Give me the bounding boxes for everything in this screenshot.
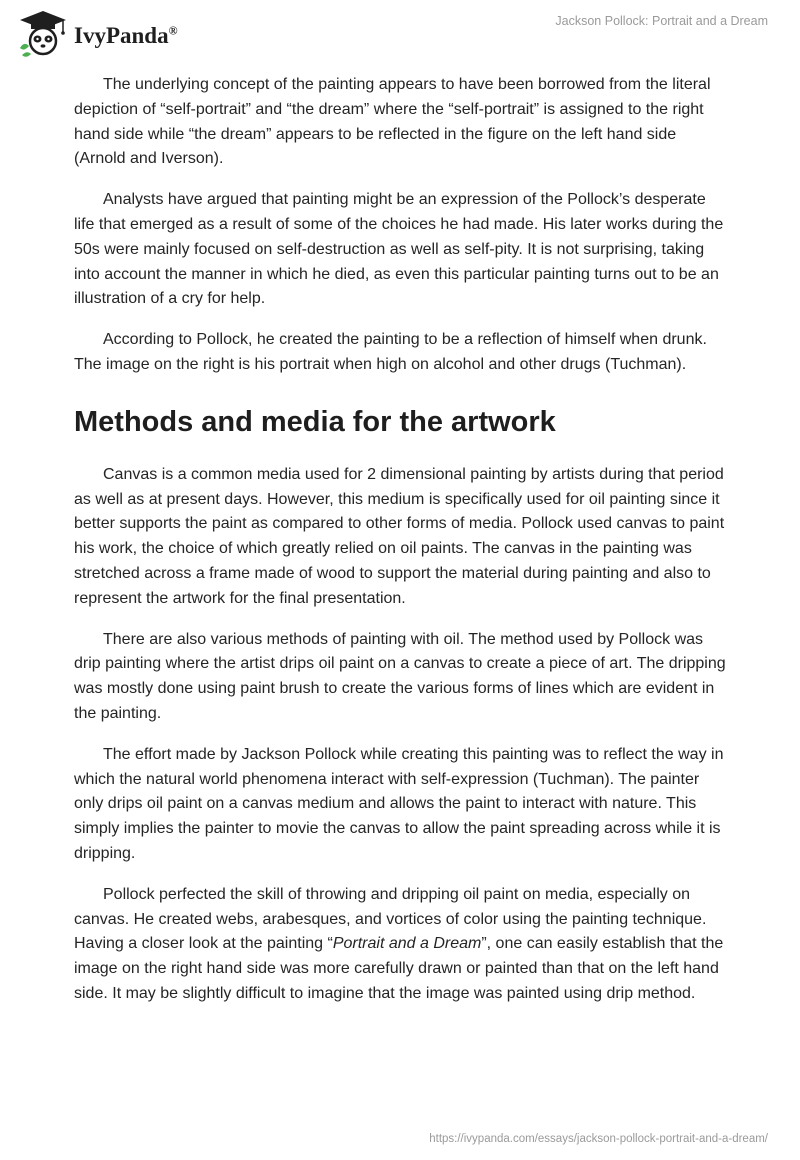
painting-title: Portrait and a Dream [332,935,482,953]
paragraph: The underlying concept of the painting appears to have been borrowed from the literal depiction of “self-portrait” and “the dream” where the “self-portrait” is assigned to the right hand side while “the dream” appears to be reflected in the figure on the left hand side (Arnold and Iverson). [74,76,711,168]
ivypanda-logo[interactable] [16,8,178,58]
paragraph: The effort made by Jackson Pollock while creating this painting was to reflect the way in which the natural world phenomena interact with self-expression (Tuchman). The painter only drips oil paint on a canvas medium and allows the paint to interact with nature. This simply implies the painter to movie the canvas to allow the paint spreading across while it is dripping. [74,745,724,862]
brand-name: IvyPanda® [74,23,178,48]
paragraph: There are also various methods of painting with oil. The method used by Pollock was drip painting where the artist drips oil paint on a canvas to create a piece of art. The dripping was mostly done using paint brush to create the various forms of lines which are evident in the painting. [74,630,726,722]
section-heading: Methods and media for the artwork [74,405,556,438]
paragraph: Analysts have argued that painting might be an expression of the Pollock’s desperate life that emerged as a result of some of the choices he had made. His later works during the 50s were mainly focused on self-destruction as well as self-pity. It is not surprising, taking into account the manner in which he died, as even this particular painting turns out to be an illustration of a cry for help. [74,191,724,308]
document-title: Jackson Pollock: Portrait and a Dream [555,14,768,28]
paragraph: According to Pollock, he created the painting to be a reflection of himself when drunk. The image on the right is his portrait when high on alcohol and other drugs (Tuchman). [74,331,707,373]
paragraph: Pollock perfected the skill of throwing and dripping oil paint on media, especially on canvas. He created webs, arabesques, and vortices of color using the painting technique. Having a closer look at the painting “Portrait and a Dream”, one can easily establish that the image on the right hand side was more carefully drawn or painted than that on the left hand side. It may be slightly difficult to imagine that the image was painted using drip method. [74,885,724,1002]
page-header [0,0,800,62]
essay-body [74,73,730,1023]
paragraph: Canvas is a common media used for 2 dimensional painting by artists during that period as well as at present days. However, this medium is specifically used for oil painting since it better supports the paint as compared to other forms of media. Pollock used canvas to paint his work, the choice of which greatly relied on oil paints. The canvas in the painting was stretched across a frame made of wood to support the material during painting and also to represent the artwork for the final presentation. [74,465,725,607]
panda-graduate-icon [16,8,70,58]
source-url[interactable]: https://ivypanda.com/essays/jackson-pollock-portrait-and-a-dream/ [429,1133,768,1145]
